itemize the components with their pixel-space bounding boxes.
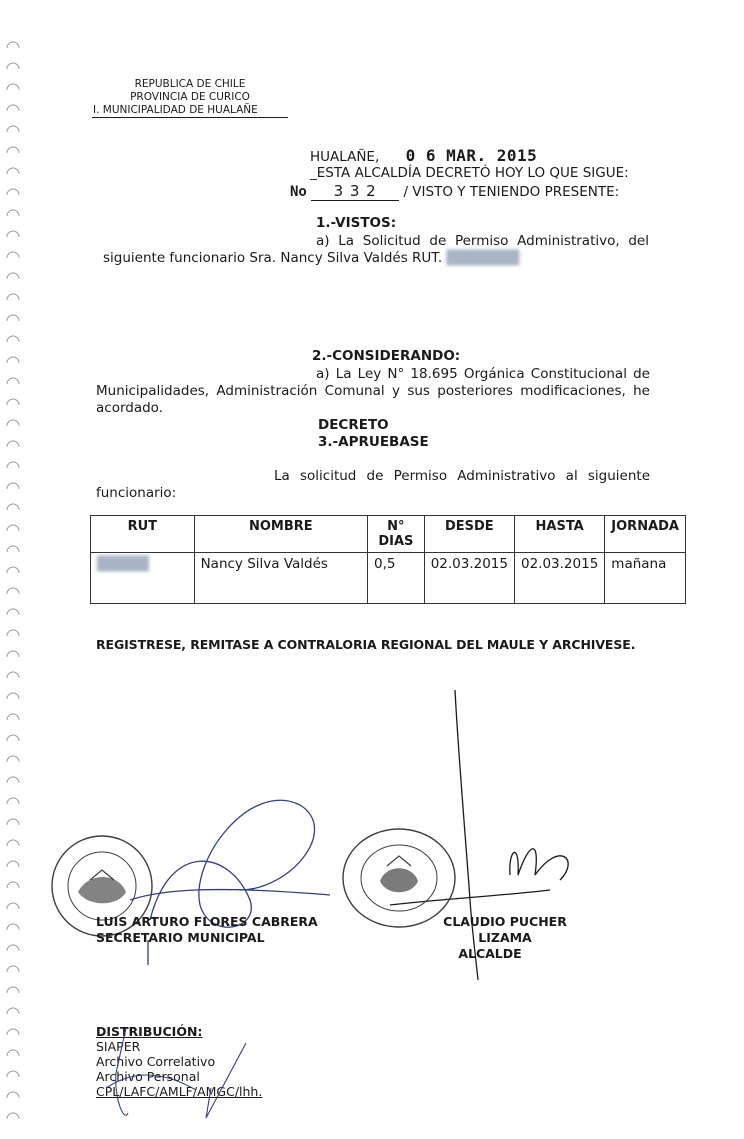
considerando-line3: acordado. (96, 400, 163, 416)
decreto-line2: funcionario: (96, 485, 177, 501)
redacted-rut: ███████ (446, 250, 520, 266)
distribution-item: Archivo Correlativo (96, 1054, 216, 1069)
decree-number-line (290, 182, 650, 201)
place-date-line (310, 146, 610, 165)
cell-hasta: 02.03.2015 (514, 553, 604, 604)
considerando-line2: Municipalidades, Administración Comunal y sus posteriores modificaciones, he (96, 383, 650, 399)
letterhead (92, 78, 288, 118)
decree-intro-line2: / VISTO Y TENIENDO PRESENTE: (403, 184, 620, 200)
decreto-line1: La solicitud de Permiso Administrativo al siguiente (274, 468, 650, 484)
col-desde: DESDE (424, 516, 514, 553)
cell-jornada: mañana (605, 553, 686, 604)
vistos-text: siguiente funcionario Sra. Nancy Silva Valdés RUT. (103, 250, 443, 266)
left-signatory-title: SECRETARIO MUNICIPAL (96, 930, 265, 945)
decree-number-prefix: No (290, 184, 307, 200)
letterhead-province: PROVINCIA DE CURICO (130, 91, 250, 103)
cell-desde: 02.03.2015 (424, 553, 514, 604)
date-stamp: 0 6 MAR. 2015 (405, 146, 538, 165)
distribution-heading: DISTRIBUCIÓN: (96, 1024, 203, 1039)
col-rut: RUT (91, 516, 195, 553)
cell-rut (91, 553, 195, 604)
cell-nombre: Nancy Silva Valdés (194, 553, 367, 604)
right-signatory (420, 914, 590, 962)
binder-holes-decoration (4, 0, 24, 1139)
col-dias: N° DIAS (368, 516, 425, 553)
decreto-heading: DECRETO (318, 417, 389, 433)
table-header-row (91, 516, 686, 553)
letterhead-country: REPUBLICA DE CHILE (134, 78, 246, 90)
left-signatory (96, 914, 318, 946)
col-hasta: HASTA (514, 516, 604, 553)
vistos-line2 (103, 250, 543, 266)
left-signatory-name: LUIS ARTURO FLORES CABRERA (96, 914, 318, 929)
distribution-item: Archivo Personal (96, 1069, 200, 1084)
vistos-heading: 1.-VISTOS: (316, 215, 397, 231)
cell-dias: 0,5 (368, 553, 425, 604)
vistos-line1: a) La Solicitud de Permiso Administrativo, del (316, 233, 649, 249)
city-label: HUALAÑE, (310, 149, 380, 165)
considerando-line1: a) La Ley N° 18.695 Orgánica Constitucional de (316, 366, 650, 382)
col-nombre: NOMBRE (194, 516, 367, 553)
decree-intro-line1: _ESTA ALCALDÍA DECRETÓ HOY LO QUE SIGUE: (310, 165, 629, 181)
right-signatory-name: CLAUDIO PUCHER LIZAMA (443, 914, 567, 945)
decree-number: 3 3 2 (311, 182, 399, 201)
redacted-rut-cell: █████ (97, 556, 149, 572)
col-jornada: JORNADA (605, 516, 686, 553)
distribution-item: SIAPER (96, 1039, 141, 1054)
permission-table (90, 515, 686, 604)
apruebase-heading: 3.-APRUEBASE (318, 434, 429, 450)
distribution-initials-scribble (96, 1028, 256, 1128)
closing-statement: REGISTRESE, REMITASE A CONTRALORIA REGIONAL DEL MAULE Y ARCHIVESE. (96, 637, 636, 652)
considerando-heading: 2.-CONSIDERANDO: (312, 348, 461, 364)
right-signatory-title: ALCALDE (458, 946, 522, 961)
table-row (91, 553, 686, 604)
letterhead-municipality: I. MUNICIPALIDAD DE HUALAÑE (92, 104, 288, 118)
distribution-item: CPL/LAFC/AMLF/AMGC/lhh. (96, 1084, 263, 1099)
